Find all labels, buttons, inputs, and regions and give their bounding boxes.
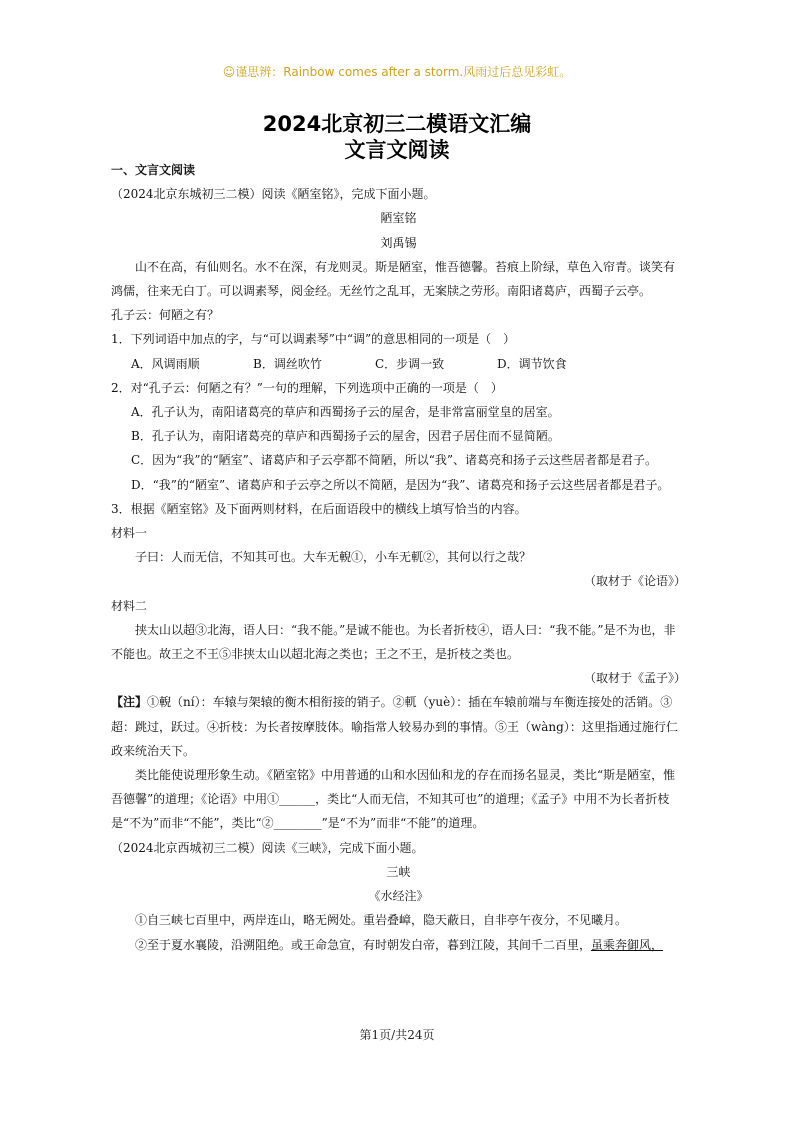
text-2-paragraph-1: ①自三峡七百里中，两岸连山，略无阙处。重岩叠嶂，隐天蔽日，自非亭午夜分，不见曦月。 bbox=[135, 913, 628, 928]
material-1-source: （取材于《论语》） bbox=[583, 574, 686, 589]
poem-author: 刘禹锡 bbox=[380, 235, 417, 250]
text-2-source: 《水经注》 bbox=[368, 889, 429, 904]
question-3: 3．根据《陋室铭》及下面两则材料，在后面语段中的横线上填写恰当的内容。 bbox=[111, 501, 527, 516]
poem-text-end: 孔子云：何陋之有？ bbox=[111, 308, 220, 323]
material-2-text: 挟太山以超③北海，语人曰：“我不能。”是诚不能也。为长者折枝④，语人曰：“我不能。”是不为也，非不能也。故王之不王⑤非挟太山以超北海之类也；王之不王，是折枝之类也。 bbox=[111, 622, 676, 662]
option-a: A．风调雨顺 bbox=[131, 356, 200, 371]
text-2-paragraph-2-main: ②至于夏水襄陵，沿溯阻绝。或王命急宣，有时朝发白帝，暮到江陵，其间千二百里， bbox=[135, 937, 592, 952]
page-footer: 第1页/共24页 bbox=[359, 1028, 435, 1042]
analogy-paragraph: 类比能使说理形象生动。《陋室铭》中用普通的山和水因仙和龙的存在而扬名显灵，类比“斯是陋室，惟吾德馨”的道理；《论语》中用①______，类比“人而无信，不知其可也”的道理；《孟子》中用不为长者折枝是“不为”而非“不能”，类比“②________”是“不为”而非“不能”的道理。 bbox=[111, 768, 676, 831]
material-2-label: 材料二 bbox=[111, 598, 148, 613]
annotation-text: ①輗（ní）：车辕与架辕的衡木相衔接的销子。②軏（yuè）：插在车辕前端与车衡连接处的活销。③超：跳过，跃过。④折枝：为长者按摩肢体。喻指常人较易办到的事情。⑤王（wàng）：这里指通过施行仁政来统治天下。 bbox=[111, 695, 678, 758]
q2-option-d: D．“我”的“陋室”、诸葛庐和子云亭之所以不简陋，是因为“我”、诸葛亮和扬子云这些居者都是君子。 bbox=[131, 477, 670, 492]
material-2-source: （取材于《孟子》） bbox=[583, 671, 686, 686]
annotation-label: 【注】 bbox=[111, 695, 148, 710]
poem-title: 陋室铭 bbox=[380, 211, 417, 226]
document-title: 2024北京初三二模语文汇编 bbox=[262, 112, 532, 136]
document-subtitle: 文言文阅读 bbox=[344, 138, 450, 162]
watermark-banner: ☺谨思辨：Rainbow comes after a storm.风雨过后总见彩虹。 bbox=[222, 65, 572, 79]
question-1: 1．下列词语中加点的字，与“可以调素琴”中“调”的意思相同的一项是（ ） bbox=[111, 332, 516, 347]
question-intro-1: （2024北京东城初三二模）阅读《陋室铭》，完成下面小题。 bbox=[111, 187, 436, 202]
underlined-phrase: 虽乘奔御风， bbox=[591, 937, 664, 952]
option-d: D．调节饮食 bbox=[497, 356, 567, 371]
material-1-label: 材料一 bbox=[111, 526, 148, 541]
q2-option-a: A．孔子认为，南阳诸葛亮的草庐和西蜀扬子云的屋舍，是非常富丽堂皇的居室。 bbox=[131, 405, 560, 420]
q2-option-b: B．孔子认为，南阳诸葛亮的草庐和西蜀扬子云的屋舍，因君子居住而不显简陋。 bbox=[131, 429, 560, 444]
material-1-text: 子曰：人而无信，不知其可也。大车无輗①，小车无軏②，其何以行之哉？ bbox=[135, 550, 532, 565]
question-2: 2．对“孔子云：何陋之有？”一句的理解，下列选项中正确的一项是（ ） bbox=[111, 380, 503, 395]
content-body bbox=[111, 158, 686, 957]
q2-option-c: C．因为“我”的“陋室”、诸葛庐和子云亭都不简陋，所以“我”、诸葛亮和扬子云这些居者都是君子。 bbox=[131, 453, 657, 468]
option-b: B．调丝吹竹 bbox=[253, 356, 322, 371]
option-c: C．步调一致 bbox=[375, 356, 445, 371]
question-1-options bbox=[111, 352, 686, 376]
poem-text: 山不在高，有仙则名。水不在深，有龙则灵。斯是陋室，惟吾德馨。苔痕上阶绿，草色入帘青。谈笑有鸿儒，往来无白丁。可以调素琴，阅金经。无丝竹之乱耳，无案牍之劳形。南阳诸葛庐，西蜀子云亭。 bbox=[111, 259, 676, 299]
section-heading: 一、文言文阅读 bbox=[111, 163, 196, 177]
annotation bbox=[111, 690, 686, 763]
text-2-paragraph-2 bbox=[111, 933, 686, 957]
question-intro-2: （2024北京西城初三二模）阅读《三峡》，完成下面小题。 bbox=[111, 840, 424, 855]
text-2-title: 三峡 bbox=[386, 864, 411, 879]
